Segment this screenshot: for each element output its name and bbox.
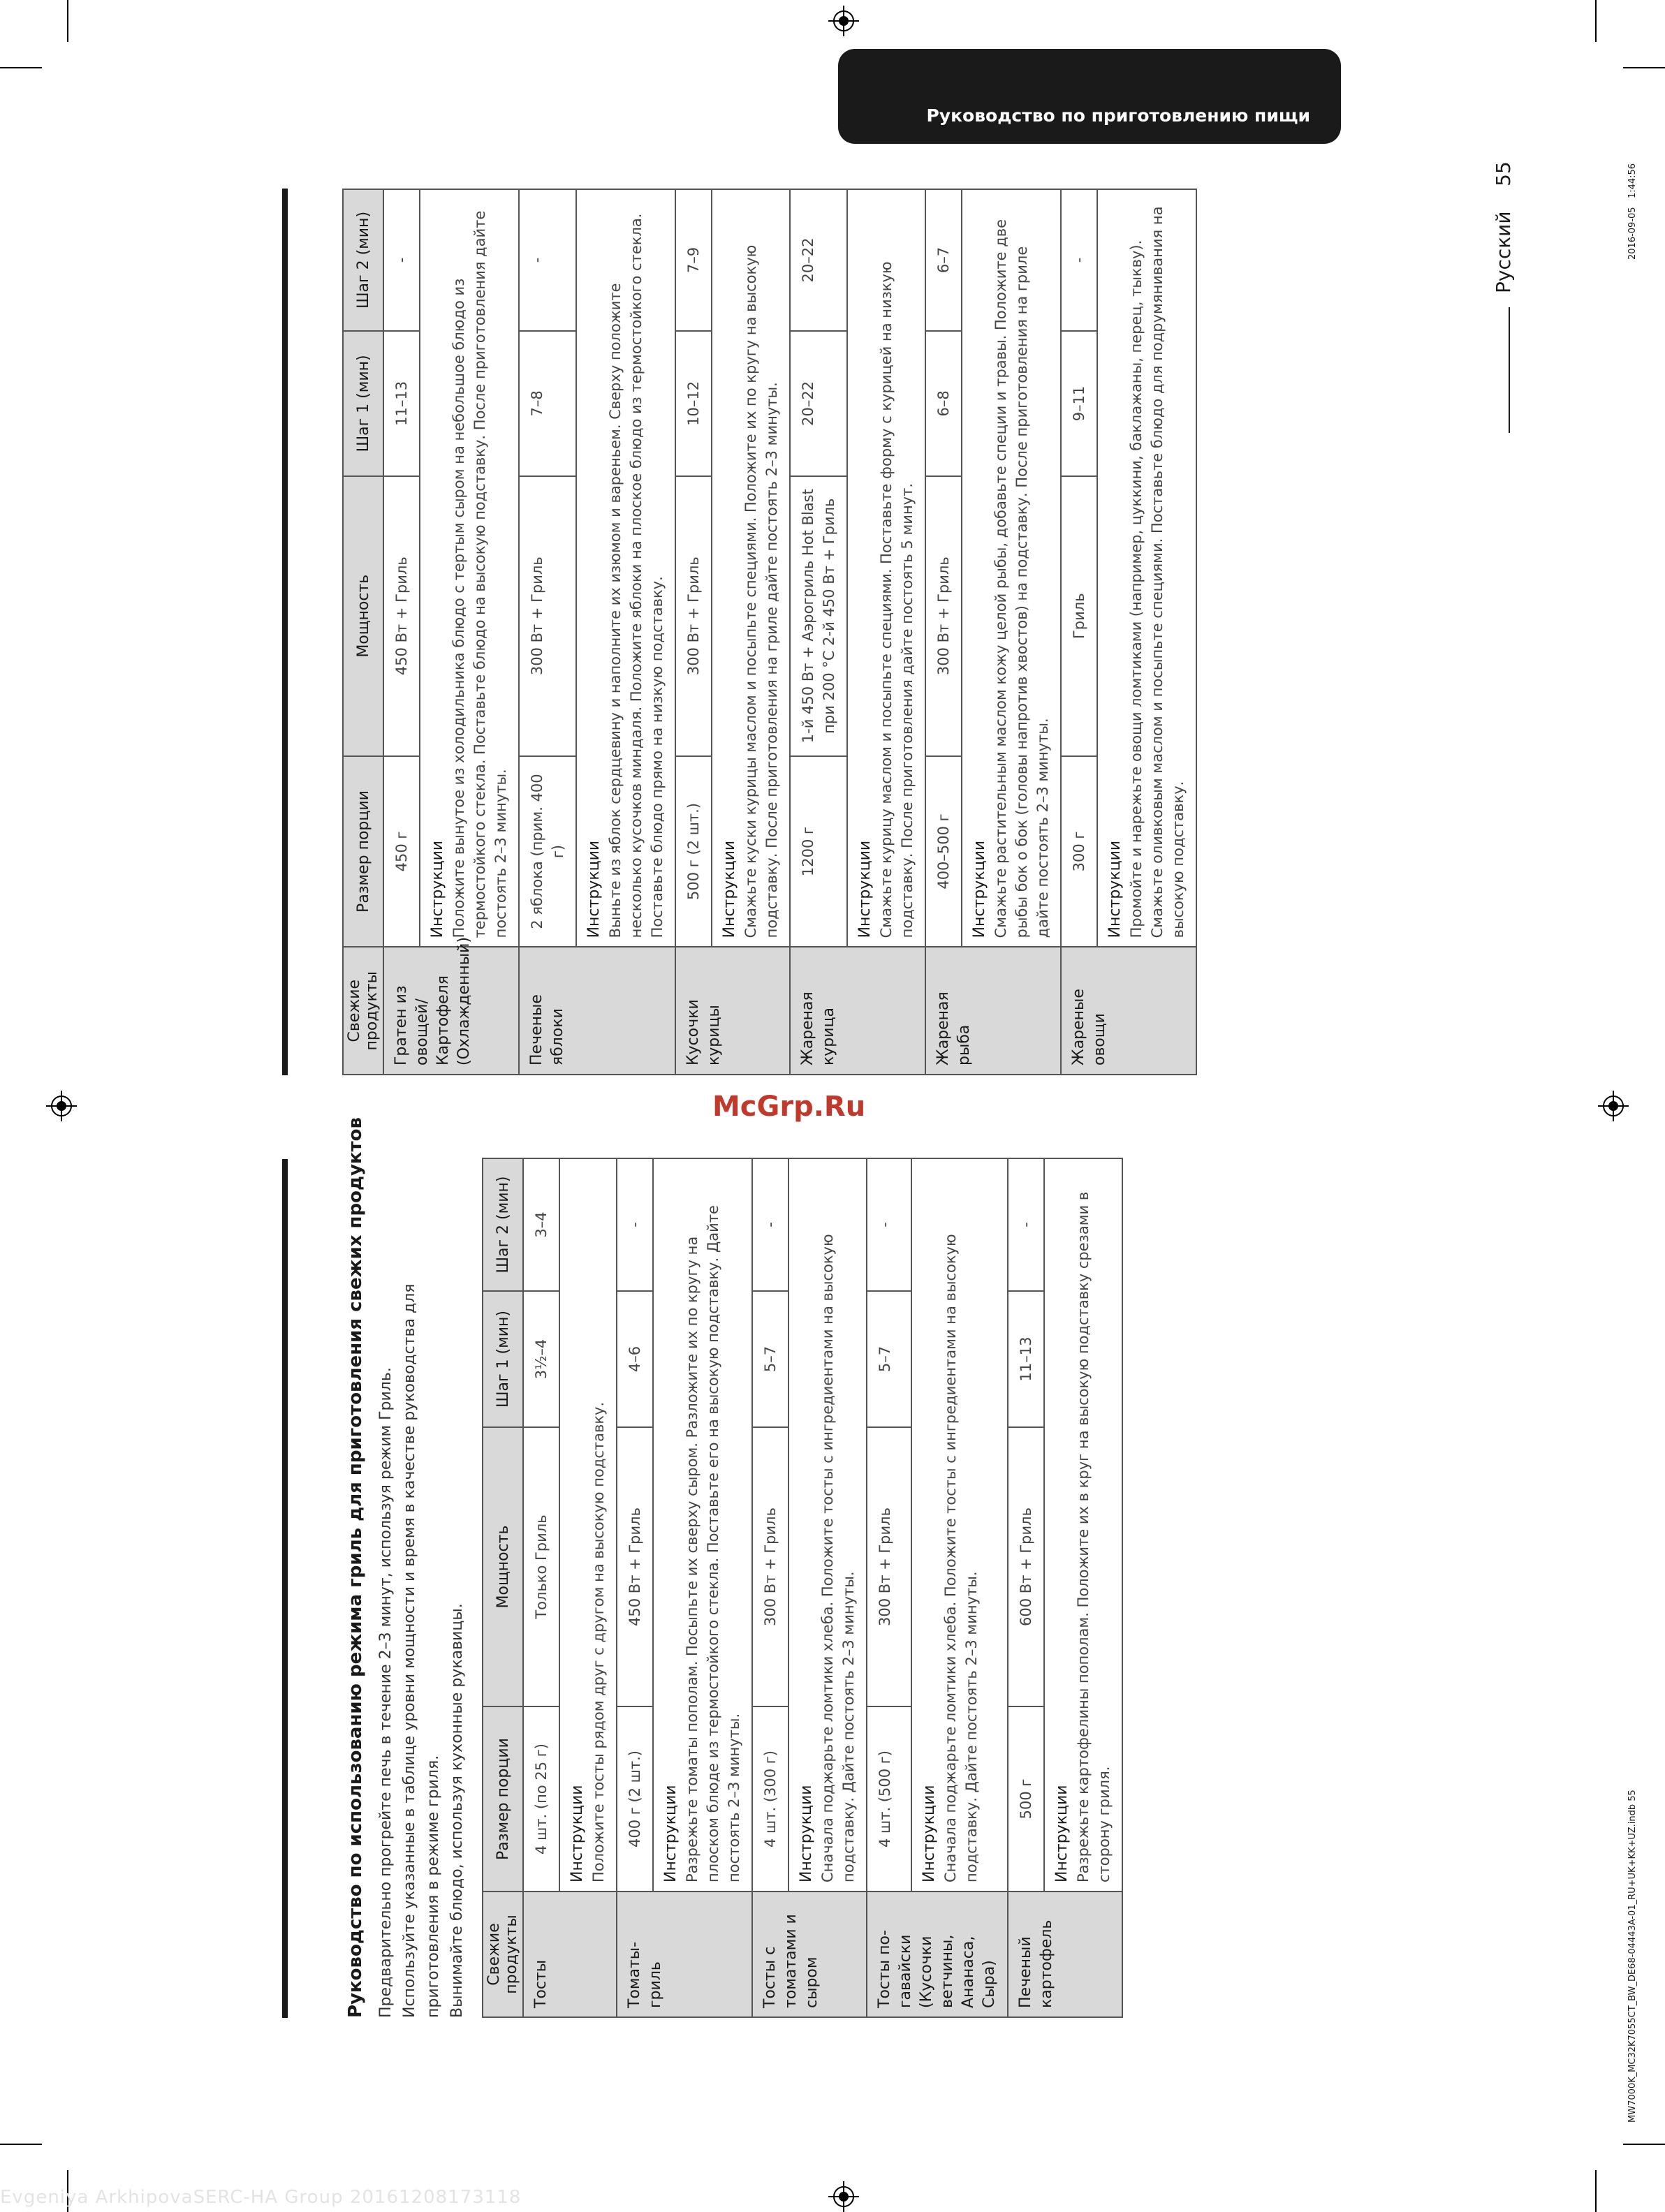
instruction-row: [962, 189, 1061, 1075]
instruction-cell: [1097, 189, 1196, 947]
table-row: [675, 189, 712, 1075]
column-header: Шаг 1 (мин): [483, 1291, 523, 1427]
column-header: Шаг 2 (мин): [343, 189, 383, 331]
column-header: Размер порции: [483, 1706, 523, 1892]
section-title: Руководство по использованию режима гриль для приготовления свежих продуктов: [345, 1117, 366, 2018]
instruction-text: Смажьте растительным маслом кожу целой рыбы, добавьте специи и травы. Положите две рыбы бок о бок (головы напротив хвостов) на подставку. После приготовления на гриле дайте постоять 2–3 минуты.: [992, 219, 1051, 938]
section-header-tab: [838, 49, 1341, 144]
instruction-row: [712, 189, 790, 1075]
table-row: [925, 189, 962, 1075]
crop-mark: [1595, 0, 1597, 42]
cell-portion: 4 шт. (500 г): [867, 1706, 911, 1892]
instruction-row: [576, 189, 675, 1075]
product-name: Томаты-гриль: [617, 1892, 752, 2017]
instruction-label: Инструкции: [971, 840, 988, 938]
print-date: 2016-09-05 1:44:56: [1627, 163, 1638, 260]
instruction-text: Положите тосты рядом друг с другом на высокую подставку.: [590, 1401, 607, 1882]
instruction-cell: [911, 1158, 1008, 1892]
column-header: Свежие продукты: [343, 947, 383, 1075]
column-header: Мощность: [483, 1427, 523, 1706]
cell-power: 300 Вт + Гриль: [867, 1427, 911, 1706]
file-info: MW7000K_MC32K7055CT_BW_DE68-04443A-01_RU+UK+KK+UZ.indb 55: [1627, 1790, 1638, 2123]
product-name: Жареная рыба: [925, 947, 1061, 1075]
product-name: Кусочки курицы: [675, 947, 790, 1075]
grill-table-right: [342, 189, 1197, 1075]
cell-power: 300 Вт + Гриль: [752, 1427, 789, 1706]
cell-power: 450 Вт + Гриль: [617, 1427, 653, 1706]
cell-step2: 20–22: [790, 189, 847, 331]
instruction-text: Промойте и нарежьте овощи ломтиками (например, цуккини, баклажаны, перец, тыкву). Смажьте оливковым маслом и посыпьте специями. Поставьте блюдо для подрумянивания на высокую подставку.: [1128, 206, 1187, 938]
cell-step1: 9–11: [1061, 331, 1097, 476]
instruction-row: [911, 1158, 1008, 2017]
instruction-cell: [576, 189, 675, 947]
page-number: [1492, 161, 1515, 293]
header-title: Руководство по приготовлению пищи: [926, 105, 1310, 126]
cell-step2: -: [752, 1158, 789, 1291]
cell-step2: 3–4: [523, 1158, 559, 1291]
page-number-value: 55: [1492, 161, 1515, 186]
table-row: [1061, 189, 1097, 1075]
cell-step1: 4–6: [617, 1291, 653, 1427]
instruction-cell: [653, 1158, 752, 1892]
cell-power: 300 Вт + Гриль: [519, 476, 576, 756]
cell-portion: 300 г: [1061, 756, 1097, 948]
instruction-label: Инструкции: [569, 1785, 586, 1882]
cell-step1: 3½–4: [523, 1291, 559, 1427]
registration-mark-icon: [828, 6, 859, 36]
table-row: [519, 189, 576, 1075]
instruction-row: [847, 189, 925, 1075]
column-header: Шаг 2 (мин): [483, 1158, 523, 1291]
registration-mark-icon: [1598, 1091, 1629, 1121]
cell-step1: 20–22: [790, 331, 847, 476]
cell-step2: -: [1061, 189, 1097, 331]
cell-step2: 6–7: [925, 189, 962, 331]
rotated-content: [342, 189, 1432, 2018]
table-row: [1008, 1158, 1044, 2017]
table-header-row: [343, 189, 383, 1075]
instruction-label: Инструкции: [1106, 840, 1124, 938]
instruction-row: [789, 1158, 867, 2017]
table-row: [752, 1158, 789, 2017]
intro-line: Предварительно прогрейте печь в течение 2–3 минут, используя режим Гриль.: [377, 1367, 395, 2018]
product-name: Жареная курица: [790, 947, 925, 1075]
product-name: Тосты с томатами и сыром: [752, 1892, 867, 2017]
cell-portion: 400 г (2 шт.): [617, 1706, 653, 1892]
crop-mark: [0, 67, 42, 68]
cell-power: 1-й 450 Вт + Аэрогриль Hot Blast при 200 °C 2-й 450 Вт + Гриль: [790, 476, 847, 756]
cell-step1: 5–7: [752, 1291, 789, 1427]
cell-step1: 10–12: [675, 331, 712, 476]
intro-line: Используйте указанные в таблице уровни мощности и время в качестве руководства для приготовления в режиме гриля.: [401, 1283, 442, 2018]
grill-table-left: [482, 1158, 1123, 2018]
crop-mark: [67, 0, 68, 42]
crop-mark: [1623, 2144, 1665, 2145]
table-row: [867, 1158, 911, 2017]
cell-portion: 2 яблока (прим. 400 г): [519, 756, 576, 948]
column-header: Мощность: [343, 476, 383, 756]
instruction-cell: [559, 1158, 617, 1892]
cell-portion: 1200 г: [790, 756, 847, 948]
product-name: Печеные яблоки: [519, 947, 675, 1075]
product-name: Жареные овощи: [1061, 947, 1196, 1075]
instruction-cell: [1044, 1158, 1122, 1892]
instruction-text: Разрежьте томаты пополам. Посыпьте их сверху сыром. Разложите их по кругу на плоском блюде из термостойкого стекла. Поставьте его на высокую подставку. Дайте постоять 2–3 минуты.: [684, 1205, 742, 1882]
product-name: Тосты: [523, 1892, 617, 2017]
product-name: Печеный картофель: [1008, 1892, 1122, 2017]
registration-mark-icon: [46, 1091, 77, 1121]
cell-step1: 6–8: [925, 331, 962, 476]
crop-mark: [1595, 2170, 1597, 2212]
cell-portion: 500 г (2 шт.): [675, 756, 712, 948]
instruction-text: Смажьте курицу маслом и посыпьте специями. Поставьте форму с курицей на низкую подставку. После приготовления дайте постоять 5 минут.: [878, 261, 916, 938]
cell-power: 300 Вт + Гриль: [675, 476, 712, 756]
instruction-text: Сначала поджарьте ломтики хлеба. Положите тосты с ингредиентами на высокую подставку. Дайте постоять 2–3 минуты.: [819, 1234, 857, 1882]
instruction-cell: [962, 189, 1061, 947]
instruction-cell: [847, 189, 925, 947]
cell-step2: -: [617, 1158, 653, 1291]
crop-mark: [0, 2144, 42, 2145]
column-header: Шаг 1 (мин): [343, 331, 383, 476]
column-header: Размер порции: [343, 756, 383, 948]
table-header-row: [483, 1158, 523, 2017]
watermark: McGrp.Ru: [712, 1091, 866, 1123]
cell-portion: 450 г: [383, 756, 420, 948]
instruction-label: Инструкции: [856, 840, 874, 938]
instruction-text: Разрежьте картофелины пополам. Положите их в круг на высокую подставку срезами в сторону гриля.: [1075, 1191, 1113, 1882]
instruction-label: Инструкции: [429, 840, 446, 938]
table-row: [523, 1158, 559, 2017]
instruction-text: Смажьте куски курицы маслом и посыпьте специями. Положите их по кругу на высокую подставку. После приготовления на гриле дайте постоять 2–3 минуты.: [742, 244, 780, 938]
instruction-label: Инструкции: [920, 1785, 939, 1882]
instruction-text: Положите вынутое из холодильника блюдо с тертым сыром на небольшое блюдо из термостойкого стекла. Поставьте блюдо на высокую подставку. После приготовления дайте постоять 2–3 минуты.: [450, 210, 509, 938]
section-rule: [282, 189, 288, 1075]
cell-step2: -: [867, 1158, 911, 1291]
cell-step1: 5–7: [867, 1291, 911, 1427]
instruction-row: [1097, 189, 1196, 1075]
column-header: Свежие продукты: [483, 1892, 523, 2017]
instruction-label: Инструкции: [798, 1785, 815, 1882]
instruction-row: [1044, 1158, 1122, 2017]
cell-power: Гриль: [1061, 476, 1097, 756]
page-number-rule: [1509, 307, 1510, 433]
product-name: Гратен из овощей/Картофеля (Охлажденный): [383, 947, 519, 1075]
cell-power: Только Гриль: [523, 1427, 559, 1706]
instruction-label: Инструкции: [662, 1785, 680, 1882]
instruction-label: Инструкции: [585, 840, 603, 938]
cell-step1: 11–13: [1008, 1291, 1044, 1427]
instruction-cell: [789, 1158, 867, 1892]
cell-power: 600 Вт + Гриль: [1008, 1427, 1044, 1706]
instruction-row: [559, 1158, 617, 2017]
cell-power: 450 Вт + Гриль: [383, 476, 420, 756]
cell-step1: 11–13: [383, 331, 420, 476]
instruction-text: Сначала поджарьте ломтики хлеба. Положите тосты с ингредиентами на высокую подставку. Дайте постоять 2–3 минуты.: [942, 1234, 981, 1882]
cell-power: 300 Вт + Гриль: [925, 476, 962, 756]
table-row: [383, 189, 420, 1075]
cell-portion: 4 шт. (по 25 г): [523, 1706, 559, 1892]
intro-line: Вынимайте блюдо, используя кухонные рукавицы.: [448, 1603, 466, 2018]
instruction-cell: [712, 189, 790, 947]
registration-mark-icon: [828, 2181, 859, 2212]
cell-step2: -: [1008, 1158, 1044, 1291]
cell-step2: -: [383, 189, 420, 331]
instruction-row: [653, 1158, 752, 2017]
table-row: [617, 1158, 653, 2017]
cell-step2: 7–9: [675, 189, 712, 331]
cell-step1: 7–8: [519, 331, 576, 476]
crop-mark: [1623, 67, 1665, 68]
cell-portion: 4 шт. (300 г): [752, 1706, 789, 1892]
cell-portion: 400–500 г: [925, 756, 962, 948]
instruction-label: Инструкции: [721, 840, 738, 938]
footer-user-stamp: Evgeniya ArkhipovaSERC-HA Group 20161208173118: [0, 2187, 522, 2208]
page-language: Русский: [1492, 211, 1515, 293]
product-name: Тосты по-гавайски (Кусочки ветчины, Ананаса, Сыра): [867, 1892, 1008, 2017]
instruction-cell: [420, 189, 519, 947]
cell-portion: 500 г: [1008, 1706, 1044, 1892]
section-rule: [282, 1159, 288, 2018]
instruction-label: Инструкции: [1053, 1785, 1071, 1882]
table-row: [790, 189, 847, 1075]
cell-step2: -: [519, 189, 576, 331]
instruction-text: Выньте из яблок сердцевину и наполните их изюмом и вареньем. Сверху положите несколько кусочков миндаля. Положите яблоки на плоское блюдо из термостойкого стекла. Поставьте блюдо прямо на низкую подставку.: [607, 213, 666, 938]
